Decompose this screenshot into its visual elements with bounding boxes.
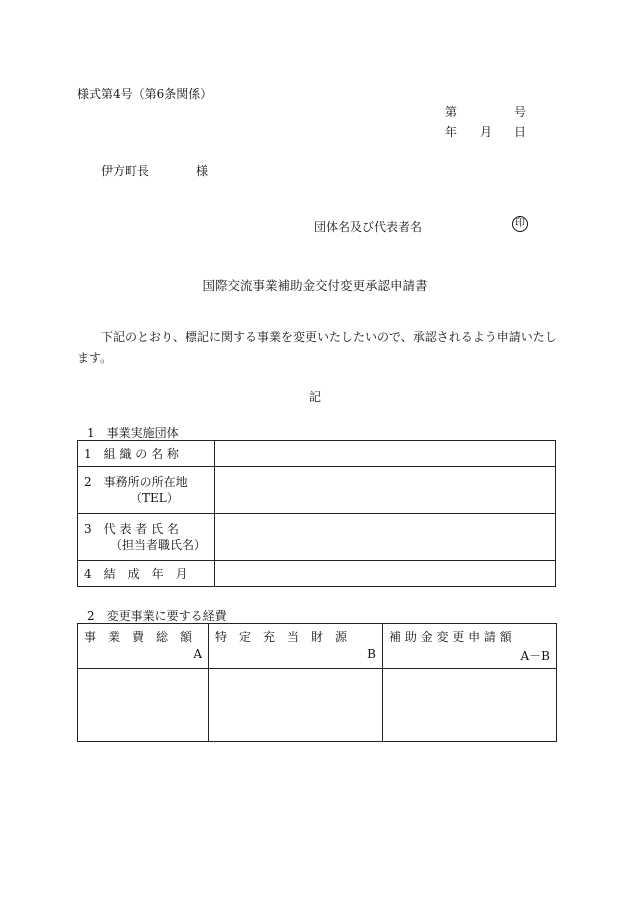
row-label: 4 結 成 年 月 [84, 566, 188, 581]
section1-heading: 1 事業実施団体 [87, 426, 179, 440]
row-label: 2 事務所の所在地 [84, 475, 188, 489]
expense-table [77, 623, 557, 742]
table-row [78, 669, 557, 742]
table-row [78, 467, 556, 514]
representative-input-cell[interactable] [215, 514, 556, 561]
date-month-label: 月 [480, 125, 493, 139]
column-label: 補 助 金 変 更 申 請 額 [389, 630, 512, 644]
row-sublabel: （担当者職氏名） [110, 538, 207, 552]
specific-funding-header [209, 624, 383, 669]
total-cost-header [78, 624, 209, 669]
document-number-prefix: 第 [445, 105, 458, 119]
formation-date-label-cell [78, 561, 215, 587]
subsidy-change-request-input-cell[interactable] [383, 669, 557, 742]
addressee-honorific: 様 [196, 164, 209, 178]
organization-representative-label: 団体名及び代表者名 [314, 220, 423, 234]
application-body-text: 下記のとおり、標記に関する事業を変更いたしたいので、承認されるよう申請いたします。 [77, 330, 557, 365]
ki-marker: 記 [308, 390, 321, 404]
total-cost-input-cell[interactable] [78, 669, 209, 742]
org-name-input-cell[interactable] [215, 441, 556, 467]
row-label: 3 代 表 者 氏 名 [84, 522, 179, 536]
document-title: 国際交流事業補助金交付変更承認申請書 [202, 278, 428, 293]
addressee-name: 伊方町長 [101, 164, 150, 178]
representative-label-cell [78, 514, 215, 561]
organization-table [77, 440, 556, 587]
row-label: 1 組 織 の 名 称 [84, 446, 179, 461]
table-row [78, 441, 556, 467]
form-number-label: 様式第4号（第6条関係） [77, 87, 213, 101]
column-mark: B [367, 647, 376, 661]
document-number-suffix: 号 [514, 105, 527, 119]
table-row [78, 624, 557, 669]
office-address-input-cell[interactable] [215, 467, 556, 514]
seal-icon: 印 [512, 216, 528, 232]
subsidy-change-request-header [383, 624, 557, 669]
date-day-label: 日 [514, 125, 527, 139]
column-label: 特 定 充 当 財 源 [215, 630, 348, 644]
table-row [78, 561, 556, 587]
formation-date-input-cell[interactable] [215, 561, 556, 587]
column-mark: A－B [520, 649, 550, 663]
row-sublabel: （TEL） [130, 491, 179, 505]
specific-funding-input-cell[interactable] [209, 669, 383, 742]
table-row [78, 514, 556, 561]
column-mark: A [193, 647, 202, 661]
org-name-label-cell [78, 441, 215, 467]
column-label: 事 業 費 総 額 [84, 630, 193, 644]
office-address-label-cell [78, 467, 215, 514]
section2-heading: 2 変更事業に要する経費 [87, 609, 227, 623]
date-year-label: 年 [445, 125, 458, 139]
